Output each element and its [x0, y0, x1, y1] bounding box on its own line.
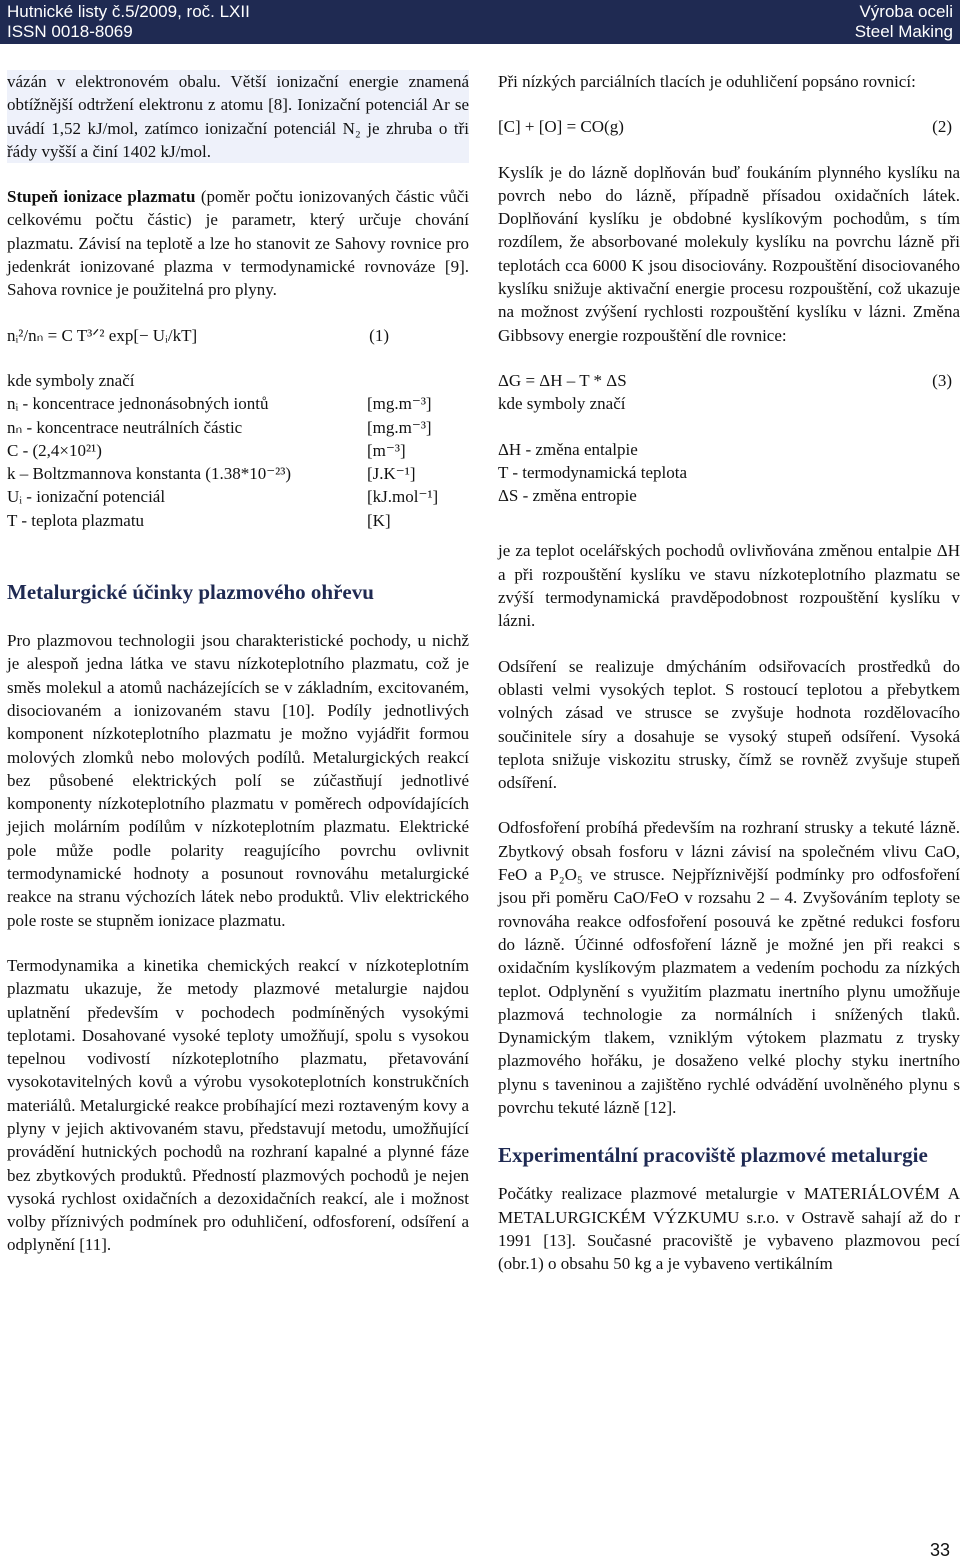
- left-column: [7, 70, 469, 1257]
- paragraph: Odfosfoření probíhá především na rozhraní strusky a tekuté lázně. Zbytkový obsah fosforu v lázni závisí na společném vlivu CaO, FeO a P₂O₅ ve strusce. Nejpříznivější podmínky pro odfosfoření jsou při poměru CaO/FeO v rozsahu 2 – 4. Zvyšováním teploty se rovnováha reakce odfosfoření posouvá ke zpětné redukci fosforu do lázně. Účinné odfosfoření lázně je možné jen při reakci s oxidačním kyslíkovým plazmatem a vedením pochodu za nízkých teplot. Odplynění s využitím plazmatu inertního plynu umožňuje plazmová technologie za normálních i snížených tlaků. Dynamickým tlakem, vzniklým výtokem plazmatu z trysky plazmového hořáku, je dosaženo velké plochy styku inertního plynu s taveninou a zajištěno rychlé odvádění uvolněného plynu s povrchu tekuté lázně [12].: [498, 818, 960, 1117]
- symbols-title: kde symboly značí: [7, 370, 135, 390]
- symbol-desc: C - (2,4×10²¹): [7, 440, 102, 460]
- equation-text: ΔG = ΔH – T * ΔS: [498, 370, 627, 390]
- bold-term: Stupeň ionizace plazmatu: [7, 187, 196, 207]
- paragraph: Termodynamika a kinetika chemických reakcí v nízkoteplotním plazmatu ukazuje, že metody plazmové metalurgie najdou uplatnění především v pochodech podmíněných vysokými teplotami. Dosahované vysoké teploty umožňují, spolu s vysokou tepelnou vodivostí nízkoteplotního plazmatu, přetavování vysokotavitelných kovů a výrobu vysokoteplotních konstrukčních materiálů. Metalurgické reakce probíhající mezi roztaveným kovy a plyny v jejich aktivovaném stavu, představují metodu, umožňující provádění hutnických pochodů na rozhraní kapalné a plynné fáze bez zbytkových produktů. Předností plazmových pochodů je nejen vysoká rychlost oxidačních a dezoxidačních reakcí, ale i možnost volby příznivých podmínek pro oduhličení, odfosforení, odsíření a odplynění [11].: [7, 955, 469, 1255]
- symbol-row: [7, 416, 469, 439]
- paragraph: vázán v elektronovém obalu. Větší ionizační energie znamená obtížnější odtržení elektronu z atomu [8]. Ionizační potenciál Ar se uvádí 1,52 kJ/mol, zatímco ionizační potenciál N₂ je zhruba o tři řády vyšší a činí 1402 kJ/mol.: [7, 70, 469, 163]
- symbol-unit: [kJ.mol⁻¹]: [367, 487, 439, 507]
- equation-number: (2): [932, 117, 952, 137]
- journal-title: Hutnické listy č.5/2009, roč. LXII: [7, 2, 250, 21]
- equation-3: [498, 369, 960, 392]
- symbol-row: [7, 485, 469, 508]
- symbol-unit: [J.K⁻¹]: [367, 464, 416, 484]
- section-heading: Metalurgické účinky plazmového ohřevu: [7, 580, 374, 605]
- paragraph-text: (poměr počtu ionizovaných částic vůči celkovému počtu částic) je parametr, který určuje chování plazmatu. Závisí na teplotě a lze ho stanovit ze Sahovy rovnice pro jedenkrát ionizované plazma v termodynamické rovnováze [9]. Sahova rovnice je použitelná pro plyny.: [7, 187, 470, 300]
- paragraph: Kyslík je do lázně doplňován buď foukáním plynného kyslíku na povrch nebo do lázně, případně přísadou oxidačních látek. Doplňování kyslíku je obdobné kyslíkovým pochodům, s tím rozdílem, že absorbované molekuly kyslíku na povrchu lázně při teplotách cca 6000 K jsou disociovány. Rozpouštění disociovaného kyslíku snižuje aktivační energie procesu rozpouštění, což ukazuje na možnost zvýšení rychlosti rozpouštění kyslíku v lázni. Změna Gibbsovy energie rozpouštění dle rovnice:: [498, 162, 960, 345]
- symbol-row: [7, 439, 469, 462]
- symbols-title: kde symboly značí: [498, 394, 626, 414]
- right-column: [498, 70, 960, 1275]
- symbol-desc: nₙ - koncentrace neutrálních částic: [7, 417, 243, 437]
- symbol-desc: Uᵢ - ionizační potenciál: [7, 487, 166, 507]
- paragraph: [7, 185, 469, 301]
- paragraph: Odsíření se realizuje dmýcháním odsiřovacích prostředků do oblasti velmi vysokých teplot. S rostoucí teplotou a přebytkem volných zásad ve strusce se zvyšuje hodnota rozdělovacího součinitele síry a dosahuje se vysoký stupeň odsíření. Vysoká teplota snižuje viskozitu strusky, čímž se rovněž zvyšuje stupeň odsíření.: [498, 656, 960, 793]
- symbol-unit: [mg.m⁻³]: [367, 394, 432, 414]
- paragraph: Počátky realizace plazmové metalurgie v MATERIÁLOVÉM A METALURGICKÉM VÝZKUMU s.r.o. v Ostravě sahají až do r 1991 [13]. Současné pracoviště je vybaveno plazmovou pecí (obr.1) o obsahu 50 kg a je vybaveno vertikálním: [498, 1184, 960, 1274]
- section-en: Steel Making: [854, 22, 953, 41]
- symbol-row: ΔS - změna entropie: [498, 486, 637, 506]
- symbol-unit: [m⁻³]: [367, 440, 406, 460]
- section-heading: Experimentální pracoviště plazmové metalurgie: [498, 1143, 928, 1168]
- paragraph: je za teplot ocelářských pochodů ovlivňována změnou entalpie ΔH a při rozpouštění kyslíku ve stavu nízkoteplotního plazmatu se zvýší termodynamická pravděpodobnost rozpouštění kyslíku v lázni.: [498, 541, 960, 631]
- section-cz: Výroba oceli: [859, 2, 953, 21]
- symbol-desc: k – Boltzmannova konstanta (1.38*10⁻²³): [7, 464, 292, 484]
- symbol-row: [7, 392, 469, 415]
- equation-text: nᵢ²/nₙ = C T³ᐟ² exp[− Uᵢ/kT]: [7, 325, 198, 345]
- page-number: 33: [929, 1540, 950, 1560]
- equation-number: (3): [932, 370, 952, 390]
- equation-1: [7, 324, 469, 347]
- symbol-unit: [K]: [367, 510, 391, 530]
- issn: ISSN 0018-8069: [7, 22, 133, 41]
- paragraph: Pro plazmovou technologii jsou charakteristické pochody, u nichž je alespoň jedna látka ve stavu nízkoteplotního plazmatu, což je směs molekul a atomů nacházejících se v základním, excitovaném, disociovaném a ionizovaném stavu [10]. Podíly jednotlivých komponent nízkoteplotního plazmatu je možno vyjádřit formou molových zlomků nebo molových podílů. Metalurgických reakcí bez působené elektrických polí se zúčastňují jednotlivé komponenty nízkoteplotního plazmatu v poměrech odpovídajících jejich molárním podílům v nízkoteplotním plazmatu. Elektrické pole může podle polarity reagujícího povrchu ovlivnit termodynamické hodnoty a posunout rovnováhu metalurgické reakce na stranu výchozích látek nebo produktů. Vliv elektrického pole roste se stupněm ionizace plazmatu.: [7, 631, 469, 930]
- equation-text: [C] + [O] = CO(g): [498, 117, 624, 137]
- page-header: [0, 0, 960, 44]
- symbol-unit: [mg.m⁻³]: [367, 417, 432, 437]
- symbol-row: ΔH - změna entalpie: [498, 439, 638, 459]
- symbol-row: [7, 509, 469, 532]
- symbol-desc: T - teplota plazmatu: [7, 510, 145, 530]
- equation-number: (1): [369, 325, 389, 345]
- equation-2: [498, 115, 960, 138]
- paragraph: Při nízkých parciálních tlacích je oduhličení popsáno rovnicí:: [498, 72, 916, 91]
- symbol-desc: nᵢ - koncentrace jednonásobných iontů: [7, 394, 269, 414]
- symbol-row: [7, 462, 469, 485]
- symbol-row: T - termodynamická teplota: [498, 462, 687, 482]
